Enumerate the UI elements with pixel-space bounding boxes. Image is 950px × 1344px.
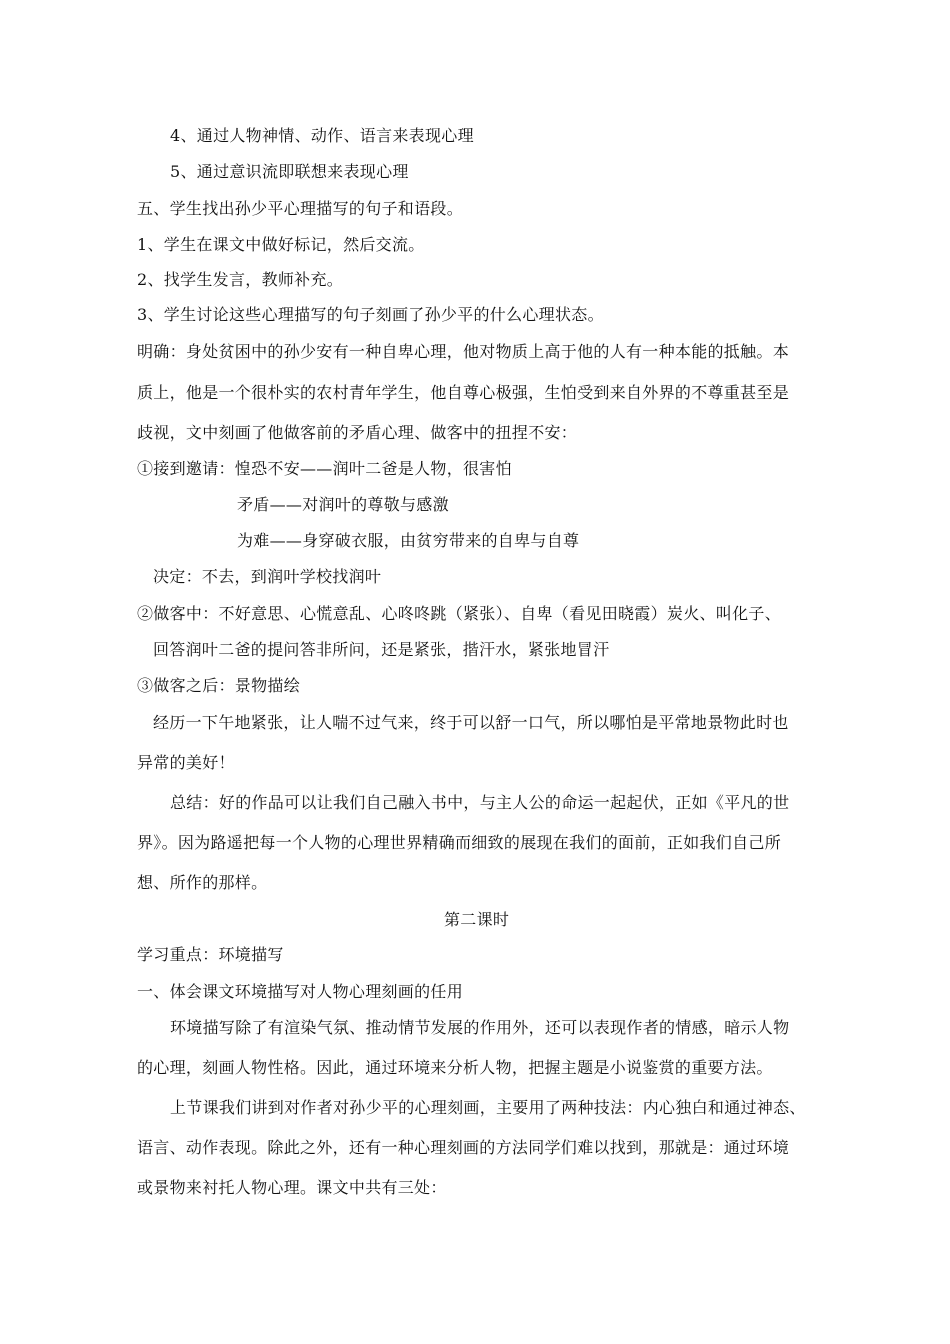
summary-line: 界》。因为路遥把每一个人物的心理世界精确而细致的展现在我们的面前，正如我们自己所 — [137, 833, 782, 852]
section-heading-1: 一、体会课文环境描写对人物心理刻画的任用 — [137, 982, 464, 1001]
step-3: 3、学生讨论这些心理描写的句子刻画了孙少平的什么心理状态。 — [137, 305, 604, 324]
step-2: 2、找学生发言，教师补充。 — [137, 270, 344, 289]
sub-item: 为难——身穿破衣服，由贫穷带来的自卑与自尊 — [237, 531, 580, 550]
paragraph-line: 质上，他是一个很朴实的农村青年学生，他自尊心极强，生怕受到来自外界的不尊重甚至是 — [137, 383, 790, 402]
decision-line: 决定：不去，到润叶学校找润叶 — [153, 567, 382, 586]
section-heading-5: 五、学生找出孙少平心理描写的句子和语段。 — [137, 199, 464, 218]
paragraph-line: 的心理，刻画人物性格。因此，通过环境来分析人物，把握主题是小说鉴赏的重要方法。 — [137, 1058, 773, 1077]
paragraph-line: 环境描写除了有渲染气氛、推动情节发展的作用外，还可以表现作者的情感，暗示人物 — [170, 1018, 790, 1037]
summary-line: 想、所作的那样。 — [137, 873, 268, 892]
circled-item-3: ③做客之后：景物描绘 — [137, 676, 301, 695]
step-1: 1、学生在课文中做好标记，然后交流。 — [137, 235, 425, 254]
circled-item-1: ①接到邀请：惶恐不安——润叶二爸是人物，很害怕 — [137, 459, 512, 478]
list-item-5: 5、通过意识流即联想来表现心理 — [170, 162, 409, 181]
paragraph-line: 歧视，文中刻画了他做客前的矛盾心理、做客中的扭捏不安： — [137, 423, 578, 442]
paragraph-line: 语言、动作表现。除此之外，还有一种心理刻画的方法同学们难以找到，那就是：通过环境 — [137, 1138, 790, 1157]
paragraph-line: 明确：身处贫困中的孙少安有一种自卑心理，他对物质上高于他的人有一种本能的抵触。本 — [137, 342, 790, 361]
circled-item-2: ②做客中：不好意思、心慌意乱、心咚咚跳（紧张）、自卑（看见田晓霞）炭火、叫化子、 — [137, 604, 782, 623]
lesson-title: 第二课时 — [444, 910, 510, 929]
paragraph-line: 经历一下午地紧张，让人喘不过气来，终于可以舒一口气，所以哪怕是平常地景物此时也 — [153, 713, 789, 732]
paragraph-line: 上节课我们讲到对作者对孙少平的心理刻画，主要用了两种技法：内心独白和通过神态、 — [170, 1098, 806, 1117]
paragraph-line: 或景物来衬托人物心理。课文中共有三处： — [137, 1178, 447, 1197]
paragraph-line: 异常的美好！ — [137, 753, 235, 772]
circled-item-2-continued: 回答润叶二爸的提问答非所问，还是紧张，揩汗水，紧张地冒汗 — [153, 640, 610, 659]
summary-line: 总结：好的作品可以让我们自己融入书中，与主人公的命运一起起伏，正如《平凡的世 — [170, 793, 790, 812]
sub-item: 矛盾——对润叶的尊敬与感激 — [237, 495, 449, 514]
list-item-4: 4、通过人物神情、动作、语言来表现心理 — [170, 126, 474, 145]
study-focus: 学习重点：环境描写 — [137, 945, 284, 964]
